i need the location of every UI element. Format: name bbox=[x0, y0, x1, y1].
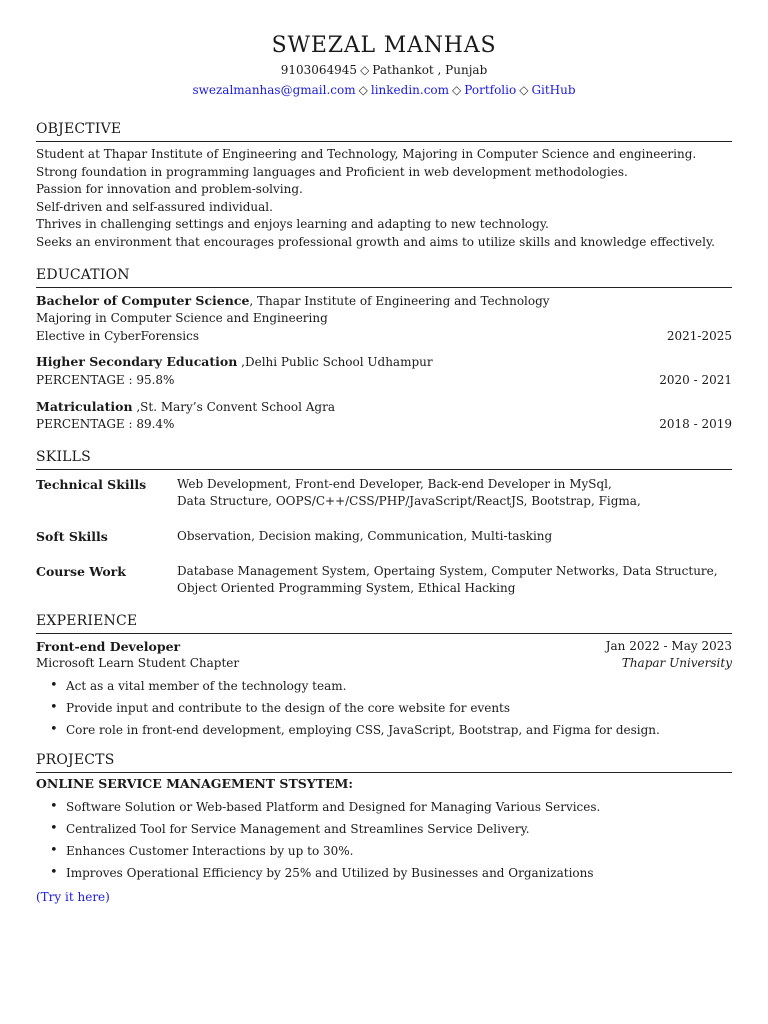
experience-row bbox=[36, 638, 732, 656]
skill-values bbox=[177, 528, 732, 546]
diamond-separator-icon: ◇ bbox=[452, 83, 462, 97]
education-detail: PERCENTAGE : 95.8% bbox=[36, 372, 175, 387]
education-entry bbox=[36, 398, 732, 434]
degree-name: Bachelor of Computer Science bbox=[36, 292, 250, 308]
skill-row bbox=[36, 528, 732, 546]
phone-number: 9103064945 bbox=[280, 63, 358, 77]
objective-heading: OBJECTIVE bbox=[36, 120, 732, 142]
experience-row bbox=[36, 655, 732, 673]
job-place: Thapar University bbox=[621, 656, 732, 671]
education-row bbox=[36, 372, 732, 390]
objective-line: Student at Thapar Institute of Engineering and Technology, Majoring in Computer Science and engineering. bbox=[36, 147, 697, 161]
experience-heading: EXPERIENCE bbox=[36, 612, 732, 634]
project-title: ONLINE SERVICE MANAGEMENT STSYTEM: bbox=[36, 775, 353, 791]
project-bullets bbox=[36, 796, 732, 884]
skill-line: Object Oriented Programming System, Ethical Hacking bbox=[177, 581, 516, 596]
skill-line: Web Development, Front-end Developer, Back-end Developer in MySql, bbox=[177, 476, 612, 491]
bullet-item: • Act as a vital member of the technology team. bbox=[36, 675, 732, 697]
location: Pathankot , Punjab bbox=[372, 63, 488, 77]
education-row bbox=[36, 416, 732, 434]
try-it-here-link[interactable]: (Try it here) bbox=[36, 890, 110, 905]
education-years: 2020 - 2021 bbox=[659, 372, 732, 387]
job-organization: Microsoft Learn Student Chapter bbox=[36, 656, 240, 671]
skill-category: Course Work bbox=[36, 563, 126, 579]
email-link[interactable]: swezalmanhas@gmail.com bbox=[192, 83, 356, 97]
skills-heading: SKILLS bbox=[36, 448, 732, 470]
degree-name: Higher Secondary Education bbox=[36, 354, 238, 370]
bullet-item: • Improves Operational Efficiency by 25% and Utilized by Businesses and Organizations bbox=[36, 862, 732, 884]
education-title-line bbox=[36, 398, 732, 417]
objective-line: Seeks an environment that encourages professional growth and aims to utilize skills and knowledge effectively. bbox=[36, 234, 715, 249]
education-title-line bbox=[36, 292, 732, 311]
objective-line: Strong foundation in programming languages and Proficient in web development methodologies. bbox=[36, 164, 628, 179]
links-line bbox=[36, 80, 732, 100]
skill-row bbox=[36, 563, 732, 598]
skill-line: Data Structure, OOPS/C++/CSS/PHP/JavaScript/ReactJS, Bootstrap, Figma, bbox=[177, 494, 641, 509]
skill-category: Technical Skills bbox=[36, 476, 147, 492]
institution-name: ,St. Mary’s Convent School Agra bbox=[132, 399, 335, 414]
job-role: Front-end Developer bbox=[36, 638, 181, 654]
skill-values bbox=[177, 476, 732, 511]
education-row bbox=[36, 328, 732, 346]
objective-line: Thrives in challenging settings and enjoys learning and adapting to new technology. bbox=[36, 217, 549, 232]
resume-page bbox=[36, 30, 732, 905]
github-link[interactable]: GitHub bbox=[531, 83, 576, 97]
bullet-item: • Core role in front-end development, employing CSS, JavaScript, Bootstrap, and Figma for design. bbox=[36, 719, 732, 741]
education-entry bbox=[36, 292, 732, 346]
linkedin-link[interactable]: linkedin.com bbox=[370, 83, 450, 97]
experience-bullets bbox=[36, 675, 732, 741]
objective-section bbox=[36, 146, 732, 252]
skill-row bbox=[36, 476, 732, 511]
bullet-item: • Enhances Customer Interactions by up to 30%. bbox=[36, 840, 732, 862]
projects-heading: PROJECTS bbox=[36, 751, 732, 773]
contact-line bbox=[36, 60, 732, 80]
skill-line: Database Management System, Opertaing System, Computer Networks, Data Structure, bbox=[177, 563, 718, 578]
diamond-separator-icon: ◇ bbox=[358, 83, 368, 97]
objective-line: Passion for innovation and problem-solving. bbox=[36, 182, 303, 197]
skill-line: Observation, Decision making, Communication, Multi-tasking bbox=[177, 528, 553, 543]
diamond-separator-icon: ◇ bbox=[519, 83, 529, 97]
institution-name: ,Delhi Public School Udhampur bbox=[237, 355, 433, 370]
candidate-name: SWEZAL MANHAS bbox=[271, 33, 497, 58]
portfolio-link[interactable]: Portfolio bbox=[464, 83, 517, 97]
degree-name: Matriculation bbox=[36, 398, 133, 414]
diamond-separator-icon: ◇ bbox=[360, 63, 370, 77]
institution-name: , Thapar Institute of Engineering and Technology bbox=[249, 293, 550, 308]
education-detail: Majoring in Computer Science and Engineering bbox=[36, 311, 328, 326]
education-years: 2018 - 2019 bbox=[659, 417, 732, 432]
education-years: 2021-2025 bbox=[666, 328, 732, 343]
skill-values bbox=[177, 563, 732, 598]
education-detail: PERCENTAGE : 89.4% bbox=[36, 417, 175, 432]
objective-line: Self-driven and self-assured individual. bbox=[36, 199, 273, 214]
education-title-line bbox=[36, 353, 732, 372]
education-detail: Elective in CyberForensics bbox=[36, 328, 199, 343]
bullet-item: • Software Solution or Web-based Platform and Designed for Managing Various Services. bbox=[36, 796, 732, 818]
job-dates: Jan 2022 - May 2023 bbox=[605, 638, 732, 653]
skill-category: Soft Skills bbox=[36, 528, 108, 544]
education-heading: EDUCATION bbox=[36, 266, 732, 288]
bullet-item: • Centralized Tool for Service Management and Streamlines Service Delivery. bbox=[36, 818, 732, 840]
education-entry bbox=[36, 353, 732, 389]
bullet-item: • Provide input and contribute to the design of the core website for events bbox=[36, 697, 732, 719]
